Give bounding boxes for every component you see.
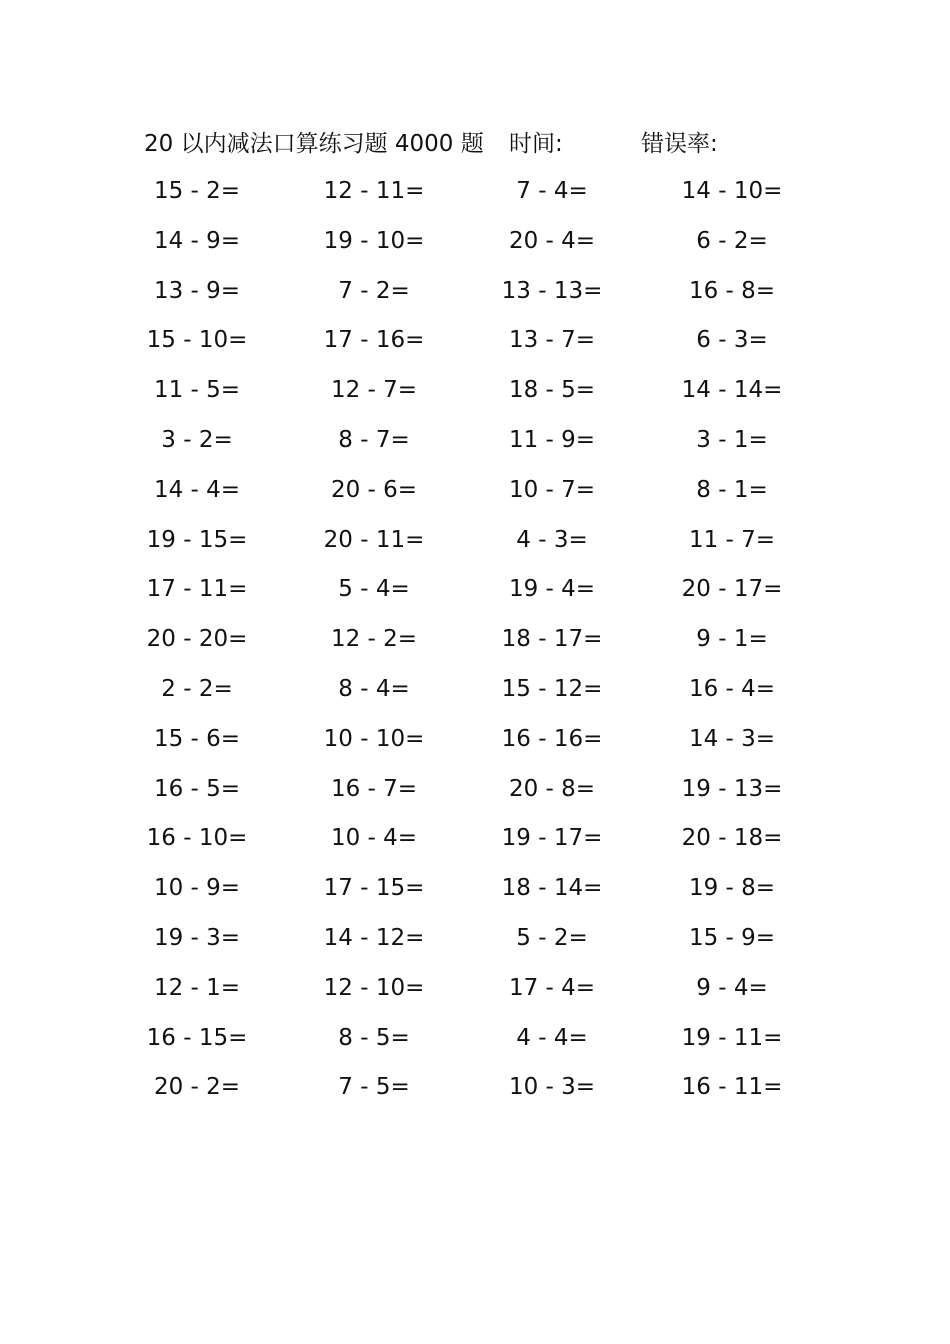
problem-item: 11 - 9=	[508, 426, 596, 453]
problem-item: 13 - 9=	[153, 277, 241, 304]
problem-row	[0, 320, 950, 370]
problem-item: 16 - 10=	[146, 825, 248, 852]
time-label: 时间:	[509, 131, 563, 157]
problem-item: 12 - 1=	[153, 974, 241, 1001]
problem-row	[0, 420, 950, 470]
problem-item: 20 - 20=	[146, 626, 248, 653]
problem-item: 16 - 4=	[688, 675, 776, 702]
problem-item: 12 - 11=	[323, 178, 425, 204]
worksheet-header	[0, 124, 950, 164]
problem-item: 14 - 9=	[153, 227, 241, 254]
problem-row	[0, 370, 950, 420]
worksheet-title: 20 以内减法口算练习题 4000 题	[144, 131, 484, 157]
problem-item: 20 - 6=	[330, 476, 418, 503]
problem-item: 13 - 13=	[501, 277, 603, 304]
problem-row	[0, 1067, 950, 1117]
problem-item: 11 - 7=	[688, 526, 776, 553]
problem-item: 7 - 5=	[338, 1074, 410, 1101]
problem-item: 8 - 5=	[338, 1024, 410, 1051]
problem-item: 3 - 2=	[161, 426, 233, 453]
problem-row	[0, 271, 950, 321]
problem-item: 16 - 7=	[330, 775, 418, 802]
problem-item: 9 - 1=	[696, 626, 768, 653]
problem-item: 12 - 10=	[323, 974, 425, 1001]
problem-row	[0, 569, 950, 619]
problem-item: 20 - 11=	[323, 526, 425, 553]
problem-item: 6 - 3=	[696, 327, 768, 354]
problem-item: 16 - 15=	[146, 1024, 248, 1051]
problem-item: 6 - 2=	[696, 227, 768, 254]
problem-item: 14 - 4=	[153, 476, 241, 503]
problem-item: 7 - 2=	[338, 277, 410, 304]
problem-item: 10 - 9=	[153, 875, 241, 902]
problem-item: 19 - 10=	[323, 227, 425, 254]
problem-row	[0, 171, 950, 221]
problem-item: 8 - 4=	[338, 675, 410, 702]
problem-item: 15 - 2=	[153, 178, 241, 204]
problem-row	[0, 918, 950, 968]
problem-row	[0, 769, 950, 819]
problem-item: 15 - 10=	[146, 327, 248, 354]
problem-item: 19 - 17=	[501, 825, 603, 852]
problem-item: 14 - 12=	[323, 924, 425, 951]
problem-item: 3 - 1=	[696, 426, 768, 453]
problem-item: 16 - 11=	[681, 1074, 783, 1101]
problem-item: 17 - 16=	[323, 327, 425, 354]
problem-item: 19 - 13=	[681, 775, 783, 802]
problem-item: 19 - 4=	[508, 576, 596, 603]
problem-row	[0, 719, 950, 769]
error-rate-label: 错误率:	[641, 131, 718, 157]
problem-item: 15 - 6=	[153, 725, 241, 752]
problem-item: 18 - 5=	[508, 377, 596, 404]
problem-item: 10 - 4=	[330, 825, 418, 852]
problem-item: 20 - 18=	[681, 825, 783, 852]
problem-item: 13 - 7=	[508, 327, 596, 354]
problem-item: 8 - 1=	[696, 476, 768, 503]
problem-item: 15 - 9=	[688, 924, 776, 951]
problem-item: 19 - 11=	[681, 1024, 783, 1051]
problem-item: 19 - 3=	[153, 924, 241, 951]
problem-item: 10 - 10=	[323, 725, 425, 752]
problem-item: 17 - 11=	[146, 576, 248, 603]
problem-item: 16 - 5=	[153, 775, 241, 802]
problem-row	[0, 520, 950, 570]
problem-item: 11 - 5=	[153, 377, 241, 404]
problem-item: 8 - 7=	[338, 426, 410, 453]
problem-item: 14 - 3=	[688, 725, 776, 752]
problem-row	[0, 669, 950, 719]
problem-item: 20 - 17=	[681, 576, 783, 603]
problem-row	[0, 968, 950, 1018]
problem-item: 20 - 2=	[153, 1074, 241, 1101]
problem-item: 19 - 8=	[688, 875, 776, 902]
problem-item: 20 - 8=	[508, 775, 596, 802]
problem-row	[0, 818, 950, 868]
problem-item: 2 - 2=	[161, 675, 233, 702]
problem-row	[0, 868, 950, 918]
problem-item: 17 - 4=	[508, 974, 596, 1001]
problem-row	[0, 1018, 950, 1068]
problem-item: 5 - 2=	[516, 924, 588, 951]
problem-item: 14 - 14=	[681, 377, 783, 404]
problem-item: 7 - 4=	[516, 178, 588, 204]
problem-item: 10 - 3=	[508, 1074, 596, 1101]
problem-item: 17 - 15=	[323, 875, 425, 902]
problem-item: 14 - 10=	[681, 178, 783, 204]
problem-item: 15 - 12=	[501, 675, 603, 702]
problem-item: 4 - 4=	[516, 1024, 588, 1051]
problem-row	[0, 470, 950, 520]
problem-item: 12 - 7=	[330, 377, 418, 404]
problem-item: 19 - 15=	[146, 526, 248, 553]
problem-item: 16 - 16=	[501, 725, 603, 752]
problem-item: 9 - 4=	[696, 974, 768, 1001]
problem-item: 16 - 8=	[688, 277, 776, 304]
problem-item: 5 - 4=	[338, 576, 410, 603]
problem-item: 20 - 4=	[508, 227, 596, 254]
problem-row	[0, 619, 950, 669]
problem-item: 10 - 7=	[508, 476, 596, 503]
problem-item: 18 - 17=	[501, 626, 603, 653]
problem-grid	[0, 171, 950, 1117]
problem-item: 12 - 2=	[330, 626, 418, 653]
problem-item: 4 - 3=	[516, 526, 588, 553]
problem-item: 18 - 14=	[501, 875, 603, 902]
problem-row	[0, 221, 950, 271]
